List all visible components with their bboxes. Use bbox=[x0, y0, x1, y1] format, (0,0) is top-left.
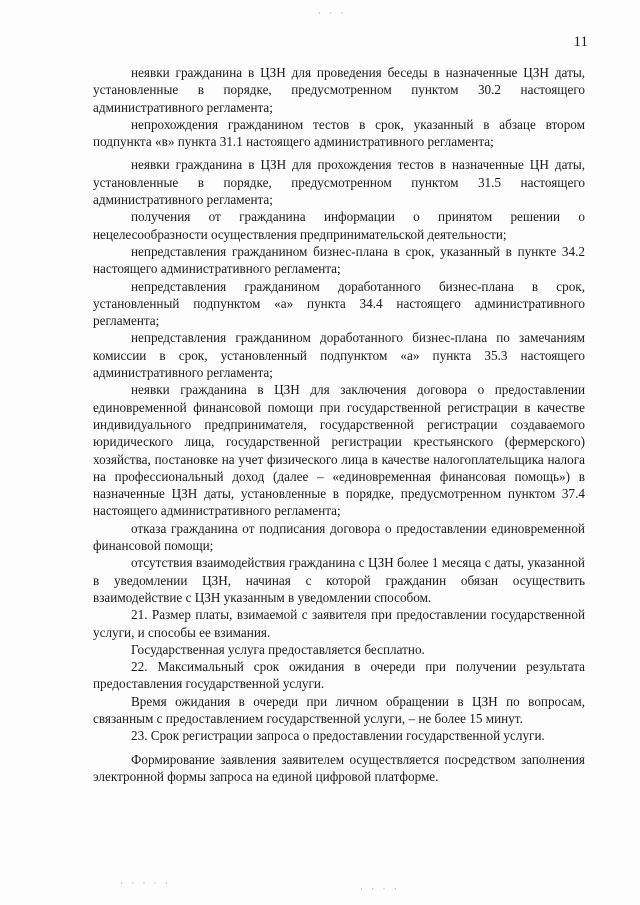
paragraph: неявки гражданина в ЦЗН для прохождения тестов в назначенные ЦН даты, установленные в порядке, предусмотренном пунктом 31.5 настоящего административного регламента; bbox=[93, 157, 585, 208]
paragraph: Государственная услуга предоставляется бесплатно. bbox=[131, 641, 425, 657]
document-body bbox=[93, 64, 585, 785]
paragraph: Время ожидания в очереди при личном обращении в ЦЗН по вопросам, связанным с предоставлением государственной услуги, – не более 15 минут. bbox=[93, 693, 585, 726]
scan-artifact: · · · · bbox=[360, 884, 400, 894]
paragraph: отсутствия взаимодействия гражданина с ЦЗН более 1 месяца с даты, указанной в уведомлении ЦЗН, начиная с которой гражданин обязан осуществить взаимодействие с ЦЗН указанным в уведомлении способом. bbox=[93, 555, 585, 605]
paragraph: непредставления гражданином доработанного бизнес-плана в срок, установленный подпунктом «а» пункта 34.4 настоящего административного регламента; bbox=[93, 278, 585, 329]
scan-artifact: · · · bbox=[318, 8, 347, 18]
paragraph: неявки гражданина в ЦЗН для заключения договора о предоставлении единовременной финансовой помощи при государственной регистрации в качестве индивидуального предпринимателя, государственной регистрации создаваемого юридического лица, государственной регистрации крестьянского (фермерского) хозяйства, постановке на учет физического лица в качестве налогоплательщика налога на профессиональный доход (далее – «единовременная финансовая помощь») в назначенные ЦЗН даты, установленные в порядке, предусмотренном пунктом 37.4 настоящего административного регламента; bbox=[93, 382, 585, 519]
paragraph: получения от гражданина информации о принятом решении о нецелесообразности осуществления предпринимательской деятельности; bbox=[93, 209, 585, 242]
paragraph: неявки гражданина в ЦЗН для проведения беседы в назначенные ЦЗН даты, установленные в порядке, предусмотренном пунктом 30.2 настоящего административного регламента; bbox=[93, 65, 585, 115]
section-heading: 23. Срок регистрации запроса о предоставлении государственной услуги. bbox=[131, 728, 545, 744]
page-number: 11 bbox=[573, 34, 588, 50]
paragraph: непредставления гражданином бизнес-плана в срок, указанный в пункте 34.2 настоящего административного регламента; bbox=[93, 243, 585, 277]
section-heading: 22. Максимальный срок ожидания в очереди при получении результата предоставления государственной услуги. bbox=[93, 659, 585, 692]
section-heading: 21. Размер платы, взимаемой с заявителя при предоставлении государственной услуги, и способы ее взимания. bbox=[93, 607, 585, 640]
paragraph: непрохождения гражданином тестов в срок, указанный в абзаце втором подпункта «в» пункта 31.1 настоящего административного регламента; bbox=[93, 116, 585, 150]
scan-artifact: · · · · · bbox=[120, 878, 171, 888]
paragraph: отказа гражданина от подписания договора о предоставлении единовременной финансовой помощи; bbox=[93, 520, 585, 554]
paragraph: Формирование заявления заявителем осуществляется посредством заполнения электронной формы запроса на единой цифровой платформе. bbox=[93, 751, 585, 784]
paragraph: непредставления гражданином доработанного бизнес-плана по замечаниям комиссии в срок, установленный подпунктом «а» пункта 35.3 настоящего административного регламента; bbox=[93, 330, 585, 381]
